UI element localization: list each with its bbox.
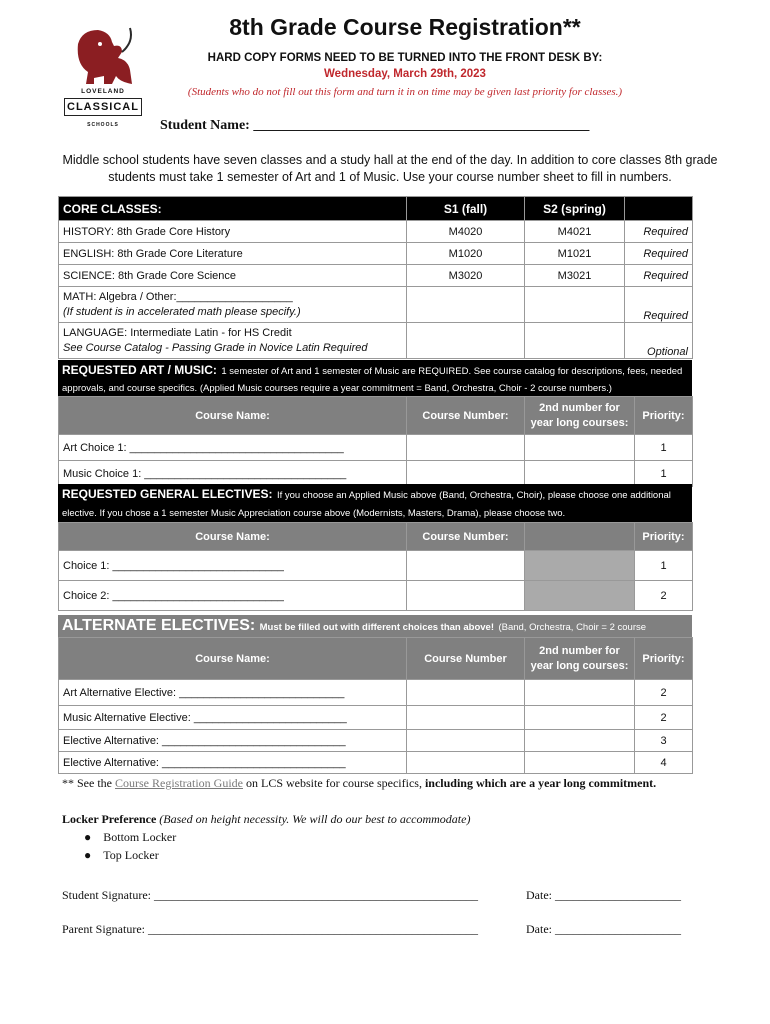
math-s1-field[interactable] <box>407 287 525 323</box>
table-row <box>59 680 693 706</box>
footnote <box>62 776 656 791</box>
alternate-second-field[interactable] <box>525 680 635 706</box>
footnote-bold: including which are a year long commitment. <box>424 776 657 790</box>
alternate-number-field[interactable] <box>407 706 525 730</box>
col-priority: Priority: <box>635 523 693 551</box>
alternates-banner <box>58 615 692 637</box>
col-course-name: Course Name: <box>59 523 407 551</box>
priority-value: 3 <box>635 730 693 752</box>
art-music-table <box>58 396 693 487</box>
core-header-s1: S1 (fall) <box>407 197 525 221</box>
locker-option-bottom[interactable] <box>62 828 470 846</box>
math-s2-field[interactable] <box>525 287 625 323</box>
alternate-field[interactable]: Elective Alternative: ______________________________ <box>59 752 407 774</box>
deadline-date: Wednesday, March 29th, 2023 <box>324 68 486 80</box>
col-priority: Priority: <box>635 638 693 680</box>
language-s1-field[interactable] <box>407 323 525 359</box>
table-row <box>59 581 693 611</box>
logo-text-main: CLASSICAL <box>64 98 142 116</box>
table-row <box>59 243 693 265</box>
priority-value: 1 <box>635 435 693 461</box>
locker-title: Locker Preference <box>62 812 157 826</box>
art-second-field[interactable] <box>525 435 635 461</box>
alternate-second-field[interactable] <box>525 706 635 730</box>
electives-desc: If you choose an Applied Music above (Band, Orchestra, Choir), please choose one additional elective. If you chose a 1 semester Music Appreciation course above (Modernists, Masters, Drama), please choose two. <box>62 490 671 519</box>
priority-value: 2 <box>635 581 693 611</box>
alternates-table <box>58 637 693 774</box>
alternates-title: ALTERNATE ELECTIVES: <box>62 617 256 634</box>
table-row <box>59 730 693 752</box>
col-second-number: 2nd number for year long courses: <box>525 638 635 680</box>
col-course-name: Course Name: <box>59 397 407 435</box>
col-course-name: Course Name: <box>59 638 407 680</box>
s1-number: M1020 <box>407 243 525 265</box>
locker-option-label: Bottom Locker <box>103 830 177 844</box>
table-row <box>59 461 693 487</box>
music-second-field[interactable] <box>525 461 635 487</box>
alternate-number-field[interactable] <box>407 680 525 706</box>
parent-signature-field[interactable]: Parent Signature: _______________________________________________________ <box>62 922 478 936</box>
electives-table <box>58 522 693 611</box>
course-name: LANGUAGE: Intermediate Latin - for HS Credit <box>63 326 292 339</box>
s2-number: M1021 <box>525 243 625 265</box>
alternate-field[interactable]: Music Alternative Elective: _________________________ <box>59 706 407 730</box>
language-note: See Course Catalog - Passing Grade in Novice Latin Required <box>63 341 368 354</box>
s1-number: M3020 <box>407 265 525 287</box>
col-course-number: Course Number: <box>407 397 525 435</box>
choice-number-field[interactable] <box>407 581 525 611</box>
alternate-field[interactable]: Elective Alternative: ______________________________ <box>59 730 407 752</box>
s2-number: M3021 <box>525 265 625 287</box>
requirement-status: Required <box>625 221 693 243</box>
col-priority: Priority: <box>635 397 693 435</box>
math-note: (If student is in accelerated math please specify.) <box>63 305 301 318</box>
alternate-number-field[interactable] <box>407 730 525 752</box>
priority-value: 1 <box>635 461 693 487</box>
choice-number-field[interactable] <box>407 551 525 581</box>
choice-field[interactable]: Choice 1: ____________________________ <box>59 551 407 581</box>
parent-date-field[interactable]: Date: _____________________ <box>526 922 681 936</box>
hard-copy-notice: HARD COPY FORMS NEED TO BE TURNED INTO THE FRONT DESK BY: <box>207 52 603 64</box>
alternates-bold-desc: Must be filled out with different choices than above! <box>259 622 494 633</box>
alternates-desc: (Band, Orchestra, Choir = 2 course <box>498 622 647 633</box>
art-music-banner <box>58 360 692 396</box>
col-second-number: 2nd number for year long courses: <box>525 397 635 435</box>
electives-banner <box>58 484 692 522</box>
logo-text-top: LOVELAND <box>81 88 125 95</box>
electives-title: REQUESTED GENERAL ELECTIVES: <box>62 487 273 501</box>
student-signature-field[interactable]: Student Signature: ______________________________________________________ <box>62 888 478 902</box>
table-row <box>59 706 693 730</box>
course-name: HISTORY: 8th Grade Core History <box>59 221 407 243</box>
s1-number: M4020 <box>407 221 525 243</box>
priority-value: 4 <box>635 752 693 774</box>
music-choice-field[interactable]: Music Choice 1: _________________________________ <box>59 461 407 487</box>
table-row <box>59 287 693 323</box>
course-name: ENGLISH: 8th Grade Core Literature <box>59 243 407 265</box>
choice-field[interactable]: Choice 2: ____________________________ <box>59 581 407 611</box>
intro-text: Middle school students have seven classes and a study hall at the end of the day. In addition to core classes 8th grade students must take 1 semester of Art and 1 of Music. Use your course number sheet to fill in numbers. <box>62 153 718 184</box>
late-warning: (Students who do not fill out this form and turn it in on time may be given last priority for classes.) <box>187 86 623 98</box>
math-field[interactable]: MATH: Algebra / Other:___________________ <box>63 290 293 303</box>
core-classes-table <box>58 196 693 359</box>
course-name: SCIENCE: 8th Grade Core Science <box>59 265 407 287</box>
art-music-title: REQUESTED ART / MUSIC: <box>62 363 217 377</box>
student-name-field[interactable]: Student Name: ________________________________________________ <box>160 118 590 133</box>
core-header-label: CORE CLASSES: <box>59 197 407 221</box>
logo-text-bottom: SCHOOLS <box>87 122 119 128</box>
requirement-status: Optional <box>625 323 693 359</box>
table-row <box>59 265 693 287</box>
col-course-number: Course Number: <box>407 523 525 551</box>
table-row <box>59 435 693 461</box>
table-row <box>59 752 693 774</box>
priority-value: 1 <box>635 551 693 581</box>
footnote-middle: on LCS website for course specifics, <box>245 776 422 790</box>
page-title: 8th Grade Course Registration** <box>229 14 581 40</box>
col-course-number: Course Number <box>407 638 525 680</box>
art-music-desc: 1 semester of Art and 1 semester of Music are REQUIRED. See course catalog for descriptions, fees, needed approvals, and course specifics. (Applied Music courses require a year commitment = Band, Orchestra, Choir - 2 course numbers.) <box>62 366 683 394</box>
locker-note: (Based on height necessity. We will do our best to accommodate) <box>159 812 471 826</box>
art-choice-field[interactable]: Art Choice 1: ___________________________________ <box>59 435 407 461</box>
art-number-field[interactable] <box>407 435 525 461</box>
footnote-prefix: ** See the <box>62 776 112 790</box>
requirement-status: Required <box>625 243 693 265</box>
locker-option-top[interactable] <box>62 846 470 864</box>
alternate-number-field[interactable] <box>407 752 525 774</box>
alternate-field[interactable]: Art Alternative Elective: ___________________________ <box>59 680 407 706</box>
s2-number: M4021 <box>525 221 625 243</box>
priority-value: 2 <box>635 680 693 706</box>
locker-preference <box>62 810 470 864</box>
locker-option-label: Top Locker <box>103 848 159 862</box>
priority-value: 2 <box>635 706 693 730</box>
table-row <box>59 323 693 359</box>
alternate-second-field[interactable] <box>525 752 635 774</box>
bullet-icon: ● <box>84 848 92 862</box>
language-s2-field[interactable] <box>525 323 625 359</box>
requirement-status: Required <box>625 287 693 323</box>
alternate-second-field[interactable] <box>525 730 635 752</box>
core-header-s2: S2 (spring) <box>525 197 625 221</box>
music-number-field[interactable] <box>407 461 525 487</box>
course-guide-link[interactable]: Course Registration Guide <box>115 776 243 790</box>
table-row <box>59 221 693 243</box>
bullet-icon: ● <box>84 830 92 844</box>
student-date-field[interactable]: Date: _____________________ <box>526 888 681 902</box>
table-row <box>59 551 693 581</box>
requirement-status: Required <box>625 265 693 287</box>
